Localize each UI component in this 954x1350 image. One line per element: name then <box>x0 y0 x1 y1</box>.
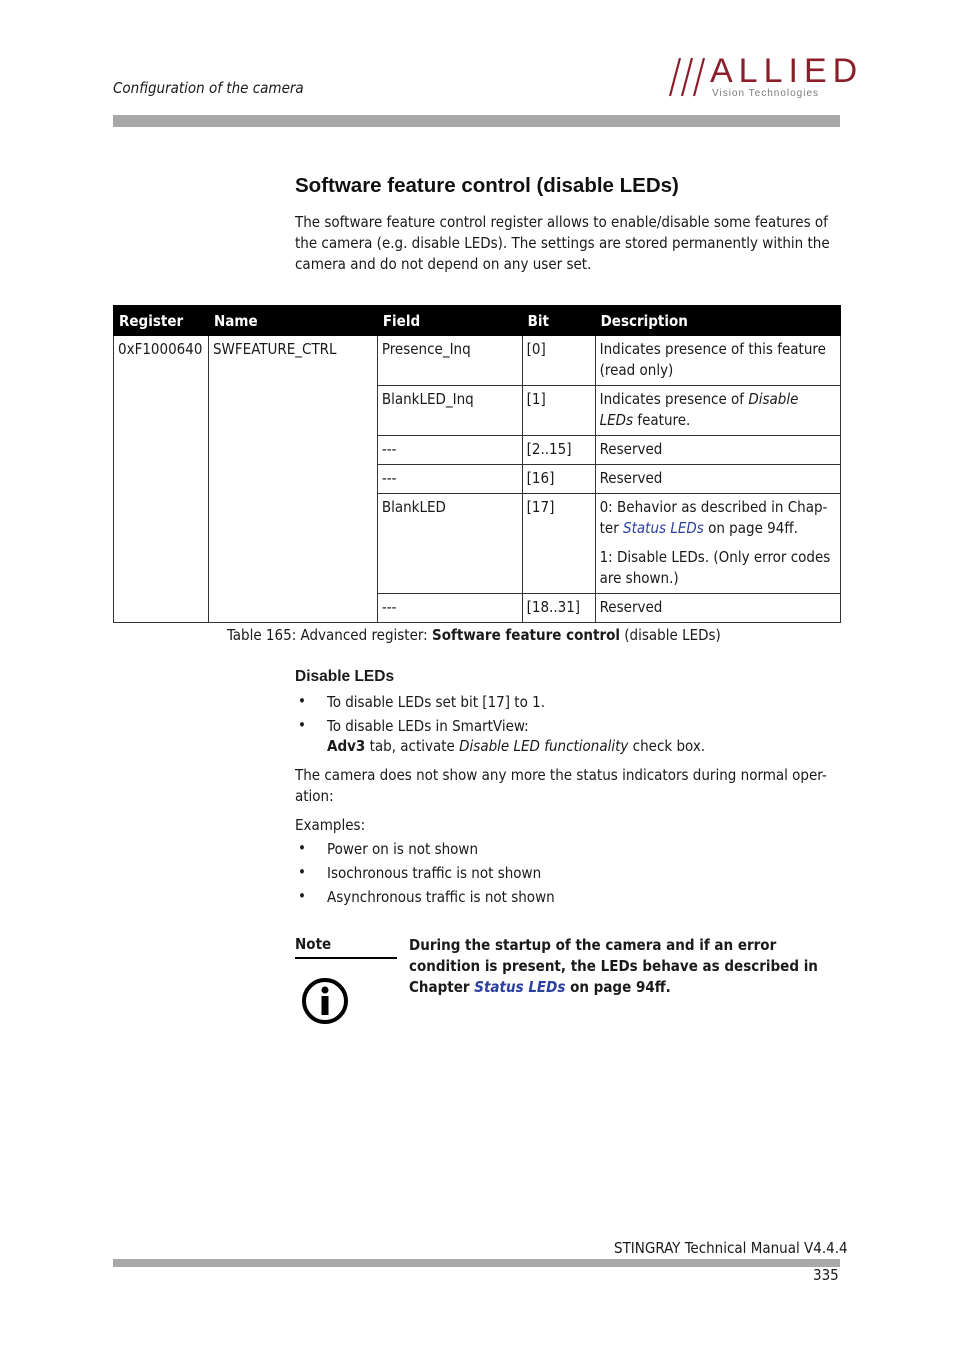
note-label: Note <box>295 935 332 953</box>
footer-manual-title: STINGRAY Technical Manual V4.4.4 <box>614 1239 848 1257</box>
list-item: To disable LEDs in SmartView: Adv3 tab, activate Disable LED functionality check box. <box>327 717 706 755</box>
col-header-field: Field <box>377 306 522 336</box>
description-cell: Reserved <box>595 436 840 465</box>
description-cell <box>595 494 840 594</box>
status-leds-link[interactable]: Status LEDs <box>623 519 704 537</box>
name-cell: SWFEATURE_CTRL <box>208 336 377 623</box>
field-cell: --- <box>377 594 522 623</box>
intro-paragraph: The software feature control register allows to enable/disable some features of the camera (e.g. disable LEDs). The settings are stored permanently within the camera and do not depend on any user set. <box>295 213 830 273</box>
allied-logo <box>668 52 864 100</box>
desc-text: on page 94ff. <box>703 519 798 537</box>
header-rule <box>113 115 840 127</box>
list-item: Power on is not shown <box>327 840 479 858</box>
bit-cell: [18..31] <box>522 594 595 623</box>
bullet-icon: • <box>298 887 306 905</box>
field-cell: BlankLED <box>377 494 522 594</box>
note-text: During the startup of the camera and if an error condition is present, the LEDs behave as described in Chapter Status LEDs on page 94ff. <box>409 936 818 996</box>
bit-cell: [16] <box>522 465 595 494</box>
bullet-icon: • <box>298 716 306 734</box>
running-header: Configuration of the camera <box>113 79 304 97</box>
page-number: 335 <box>813 1266 839 1284</box>
bit-cell: [2..15] <box>522 436 595 465</box>
status-paragraph: The camera does not show any more the status indicators during normal oper-ation: <box>295 766 827 805</box>
info-icon <box>300 976 350 1026</box>
desc-text-2: 1: Disable LEDs. (Only error codes are shown.) <box>599 548 831 587</box>
field-cell: BlankLED_Inq <box>377 386 522 436</box>
examples-label: Examples: <box>295 816 366 834</box>
section-heading: Software feature control (disable LEDs) <box>295 174 679 197</box>
logo-slashes-icon <box>668 56 712 98</box>
bit-cell: [1] <box>522 386 595 436</box>
col-header-name: Name <box>208 306 377 336</box>
note-rule <box>295 957 397 959</box>
field-cell: --- <box>377 465 522 494</box>
list-item: To disable LEDs set bit [17] to 1. <box>327 693 545 711</box>
table-header-row <box>114 306 841 336</box>
desc-italic: Disable LEDs <box>599 390 799 429</box>
footer-rule <box>113 1259 840 1267</box>
bullet-icon: • <box>298 839 306 857</box>
list-item: Asynchronous traffic is not shown <box>327 888 555 906</box>
field-cell: Presence_Inq <box>377 336 522 386</box>
bullet-icon: • <box>298 692 306 710</box>
logo-subtitle: Vision Technologies <box>712 88 820 99</box>
list-item: Isochronous traffic is not shown <box>327 864 542 882</box>
field-cell: --- <box>377 436 522 465</box>
desc-text: Indicates presence of <box>599 390 749 408</box>
table-caption: Table 165: Advanced register: Software feature control (disable LEDs) <box>227 626 721 644</box>
description-cell: Reserved <box>595 594 840 623</box>
subsection-heading: Disable LEDs <box>295 668 395 685</box>
register-cell: 0xF1000640 <box>114 336 209 623</box>
register-table <box>113 305 841 623</box>
bit-cell: [0] <box>522 336 595 386</box>
description-cell: Reserved <box>595 465 840 494</box>
desc-text: 0: Behavior as described in Chap-ter <box>599 498 828 537</box>
description-cell: Indicates presence of this feature (read only) <box>595 336 840 386</box>
table-row <box>114 336 841 386</box>
status-leds-link[interactable]: Status LEDs <box>474 978 566 996</box>
desc-text: feature. <box>633 411 691 429</box>
col-header-description: Description <box>595 306 840 336</box>
logo-word: ALLIED <box>710 52 864 90</box>
bullet-icon: • <box>298 863 306 881</box>
col-header-register: Register <box>114 306 209 336</box>
description-cell <box>595 386 840 436</box>
bit-cell: [17] <box>522 494 595 594</box>
col-header-bit: Bit <box>522 306 595 336</box>
